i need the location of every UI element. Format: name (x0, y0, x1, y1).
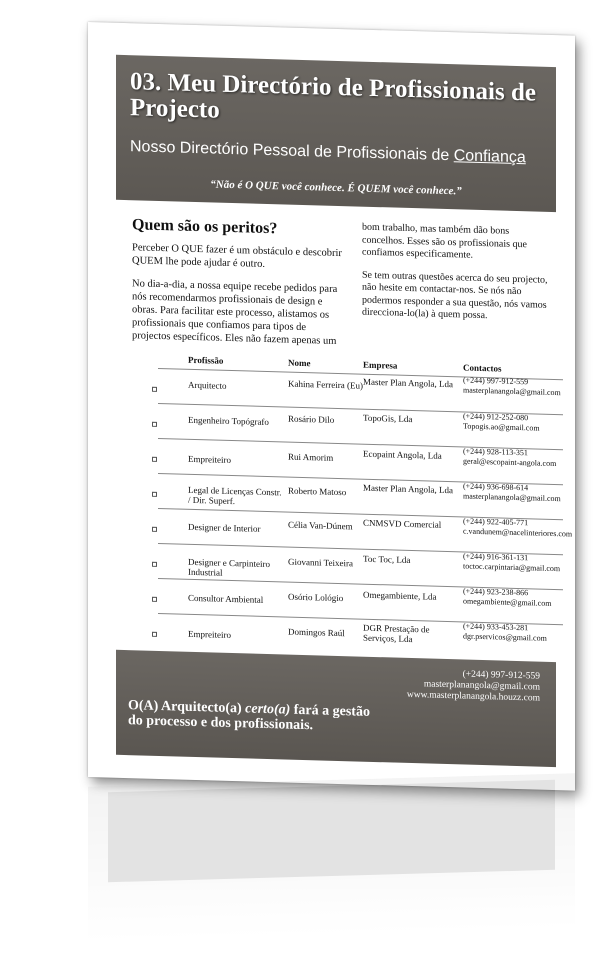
cell-profession: Empreiteiro (188, 453, 231, 465)
cell-company: Omegambiente, Lda (363, 589, 437, 602)
cell-name: Domingos Raúl (288, 626, 345, 639)
bullet-icon (152, 527, 157, 532)
bullet-icon (152, 597, 157, 602)
cell-email: Topogis.ao@gmail.com (463, 420, 540, 433)
header-band (116, 55, 556, 212)
table-header-contacts: Contactos (463, 362, 502, 374)
cell-name: Giovanni Teixeira (288, 556, 353, 569)
intro-paragraph-3: bom trabalho, mas também dão bons concelhos. Esses são os profissionais que confiamos especificamente. (362, 221, 527, 261)
cell-name: Osório Lológio (288, 591, 344, 604)
cell-contact (463, 481, 568, 503)
cell-contact (463, 516, 573, 539)
tagline-part-1: O(A) Arquitecto(a) (128, 698, 246, 717)
cell-phone: (+244) 923-238-866 (463, 586, 529, 598)
cell-email: masterplanangola@gmail.com (463, 490, 561, 503)
bullet-icon (152, 422, 157, 427)
header-quote: “Não é O QUE você conhece. É QUEM você conhece.” (210, 178, 462, 198)
page-reflection (88, 773, 575, 960)
cell-profession: Legal de Licenças Constr. / Dir. Superf. (188, 484, 282, 507)
cell-phone: (+244) 912-252-080 (463, 411, 529, 423)
bullet-icon (152, 632, 157, 637)
footer-phone: (+244) 997-912-559 (462, 669, 540, 682)
reflection-footer-band (108, 780, 555, 882)
cell-name: Kahina Ferreira (Eu) (288, 378, 363, 391)
footer-tagline (128, 698, 388, 735)
intro-paragraph-1: Perceber O QUE fazer é um obstáculo e descobrir QUEM lhe pode ajudar é outro. (132, 242, 342, 270)
page-title: 03. Meu Directório de Profissionais de Projecto (130, 68, 536, 124)
cell-name: Rosário Dilo (288, 413, 335, 425)
cell-profession: Engenheiro Topógrafo (188, 414, 269, 428)
cell-company: CNMSVD Comercial (363, 517, 442, 530)
cell-email: c.vandunem@nacelinteriores.com (463, 525, 573, 539)
intro-paragraph-4: Se tem outras questões acerca do seu projecto, não hesite em contactar-nos. Se nós não podermos responder a sua questão, nós vamos direcciona-lo(la) à quem possa. (362, 269, 548, 322)
footer-website[interactable]: www.masterplanangola.houzz.com (406, 689, 540, 704)
subtitle-emphasis: Confiança (453, 147, 526, 167)
page-subtitle (130, 138, 550, 168)
cell-contact (463, 411, 568, 433)
cell-company: Toc Toc, Lda (363, 553, 411, 566)
cell-contact (463, 621, 568, 643)
cell-company: DGR Prestação de Serviços, Lda (363, 622, 430, 645)
cell-contact (463, 446, 568, 468)
intro-column-left (132, 241, 342, 358)
footer-band (116, 650, 556, 767)
cell-profession: Consultor Ambiental (188, 592, 264, 605)
cell-phone: (+244) 928-113-351 (463, 446, 528, 458)
cell-company: Master Plan Angola, Lda (363, 482, 453, 496)
cell-contact (463, 586, 568, 608)
cell-phone: (+244) 933-453-281 (463, 621, 529, 633)
cell-profession: Designer e Carpinteiro Industrial (188, 556, 270, 578)
subtitle-text: Nosso Directório Pessoal de Profissionais de (130, 138, 454, 165)
professionals-table (158, 354, 573, 645)
cell-name: Roberto Matoso (288, 485, 347, 498)
cell-email: omegambiente@gmail.com (463, 595, 552, 608)
tagline-emphasis: certo(a) (245, 701, 291, 718)
cell-name: Rui Amorim (288, 451, 334, 463)
cell-phone: (+244) 936-698-614 (463, 481, 529, 493)
cell-email: geral@escopaint-angola.com (463, 455, 557, 468)
tagline-part-2: fará a gestão do processo e dos profissionais. (128, 702, 370, 734)
cell-contact (463, 551, 568, 573)
cell-profession: Empreiteiro (188, 628, 231, 640)
table-header-profession: Profissão (188, 354, 224, 366)
cell-company: TopoGis, Lda (363, 412, 413, 425)
table-header-company: Empresa (363, 359, 398, 371)
intro-paragraph-2: No dia-a-dia, a nossa equipe recebe pedidos para nós recomendarmos profissionais de design e obras. Para facilitar este processo, alistamos os profissionais que confiamos para tipos de projectos específicos. Eles não fazem apenas um (132, 278, 338, 347)
cell-email: masterplanangola@gmail.com (463, 384, 561, 397)
table-header-name: Nome (288, 357, 311, 369)
cell-phone: (+244) 997-912-559 (463, 375, 529, 387)
footer-email: masterplanangola@gmail.com (423, 679, 540, 693)
intro-column-right (362, 222, 552, 335)
cell-profession: Designer de Interior (188, 521, 261, 534)
bullet-icon (152, 562, 157, 567)
cell-profession: Arquitecto (188, 379, 227, 391)
document-page (88, 22, 575, 791)
bullet-icon (152, 387, 157, 392)
bullet-icon (152, 492, 157, 497)
cell-company: Ecopaint Angola, Lda (363, 448, 442, 461)
footer-contacts (407, 668, 540, 705)
cell-email: toctoc.carpintaria@gmail.com (463, 560, 561, 573)
bullet-icon (152, 457, 157, 462)
section-heading: Quem são os peritos? (132, 216, 278, 238)
cell-name: Célia Van-Dúnem (288, 519, 353, 532)
cell-company: Master Plan Angola, Lda (363, 376, 453, 390)
cell-phone: (+244) 922-405-771 (463, 516, 529, 528)
cell-contact (463, 375, 568, 397)
cell-email: dgr.pservicos@gmail.com (463, 630, 547, 643)
cell-phone: (+244) 916-361-131 (463, 551, 529, 563)
